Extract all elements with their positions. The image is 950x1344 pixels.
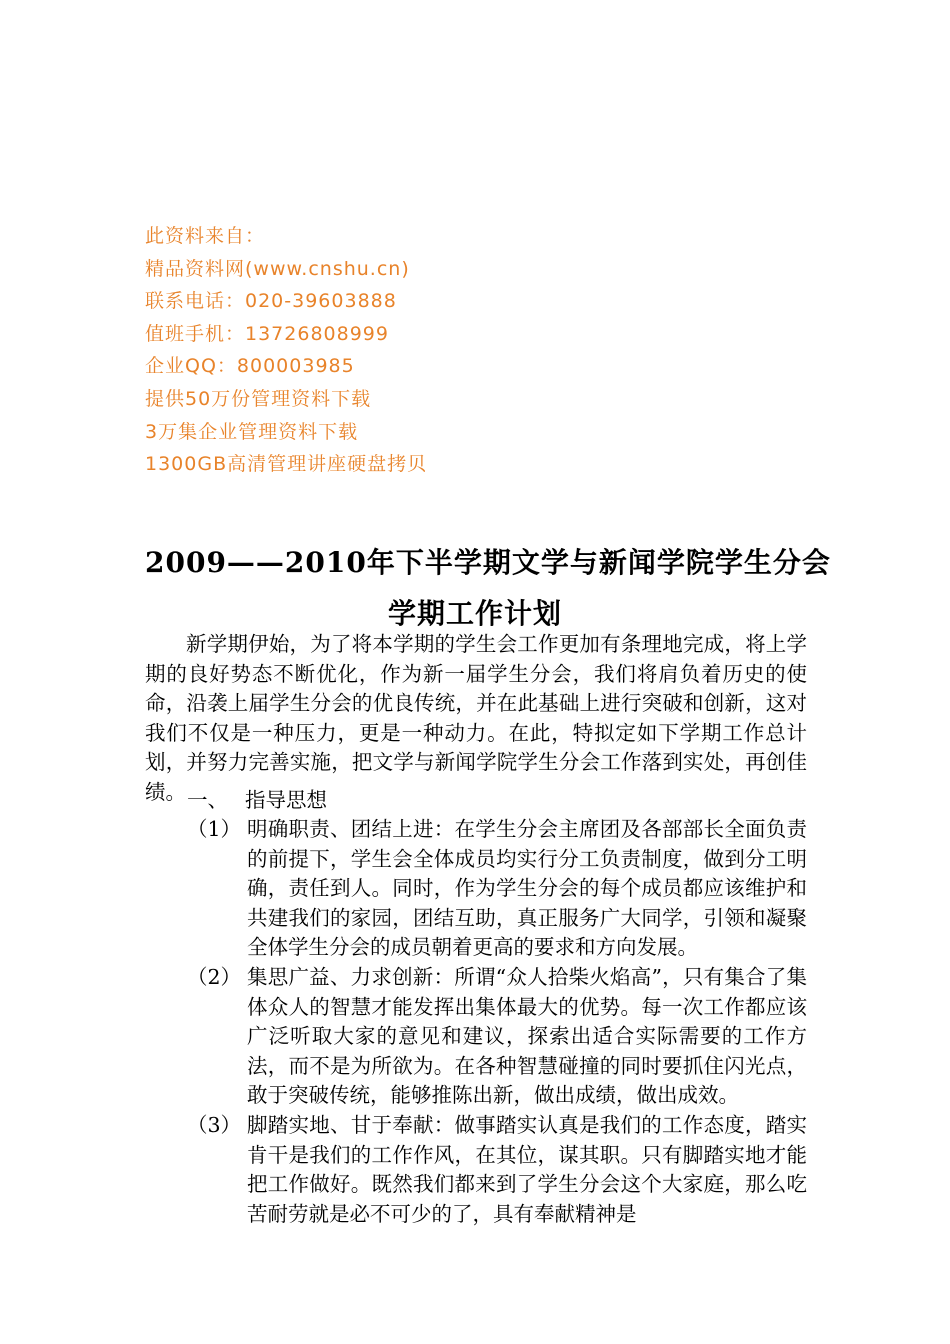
intro-paragraph: 新学期伊始，为了将本学期的学生会工作更加有条理地完成，将上学期的良好势态不断优化，作为新一届学生分会，我们将肩负着历史的使命，沿袭上届学生分会的优良传统，并在此基础上进行突破和创新，这对我们不仅是一种压力，更是一种动力。在此，特拟定如下学期工作总计划，并努力完善实施，把文学与新闻学院学生分会工作落到实处，再创佳绩。 [145, 632, 807, 804]
list-item-text: 明确职责、团结上进：在学生分会主席团及各部部长全面负责的前提下，学生会全体成员均实行分工负责制度，做到分工明确，责任到人。同时，作为学生分会的每个成员都应该维护和共建我们的家园，团结互助，真正服务广大同学，引领和凝聚全体学生分会的成员朝着更高的要求和方向发展。 [247, 817, 807, 960]
list-item [187, 815, 807, 963]
list-item-number: （3） [187, 1113, 242, 1137]
mobile-line: 值班手机：13726808999 [145, 322, 389, 345]
list-item-number: （1） [187, 817, 242, 841]
download-line-1: 提供50万份管理资料下载 [145, 387, 372, 410]
list-item-text: 集思广益、力求创新：所谓“众人拾柴火焰高”，只有集合了集体众人的智慧才能发挥出集体最大的优势。每一次工作都应该广泛听取大家的意见和建议，探索出适合实际需要的工作方法，而不是为所欲为。在各种智慧碰撞的同时要抓住闪光点，敢于突破传统，能够推陈出新，做出成绩，做出成效。 [247, 965, 807, 1108]
document-title: 2009——2010年下半学期文学与新闻学院学生分会 [145, 546, 831, 579]
phone-line: 联系电话：020-39603888 [145, 290, 397, 313]
source-line: 此资料来自： [145, 225, 266, 247]
section-title: 指导思想 [245, 788, 327, 812]
list-item-number: （2） [187, 965, 242, 989]
download-line-3: 1300GB高清管理讲座硬盘拷贝 [145, 453, 428, 476]
section-number: 一、 [187, 788, 228, 812]
download-line-2: 3万集企业管理资料下载 [145, 420, 359, 443]
list-item [187, 1111, 807, 1229]
section-heading [187, 786, 587, 816]
source-info-block [145, 220, 745, 481]
list-item [187, 963, 807, 1111]
qq-line: 企业QQ：800003985 [145, 355, 355, 378]
document-subtitle: 学期工作计划 [387, 597, 562, 630]
list-item-text: 脚踏实地、甘于奉献：做事踏实认真是我们的工作态度，踏实肯干是我们的工作作风，在其位，谋其职。只有脚踏实地才能把工作做好。既然我们都来到了学生分会这个大家庭，那么吃苦耐劳就是必不可少的了，具有奉献精神是 [247, 1113, 807, 1226]
website-line: 精品资料网(www.cnshu.cn) [145, 257, 410, 280]
